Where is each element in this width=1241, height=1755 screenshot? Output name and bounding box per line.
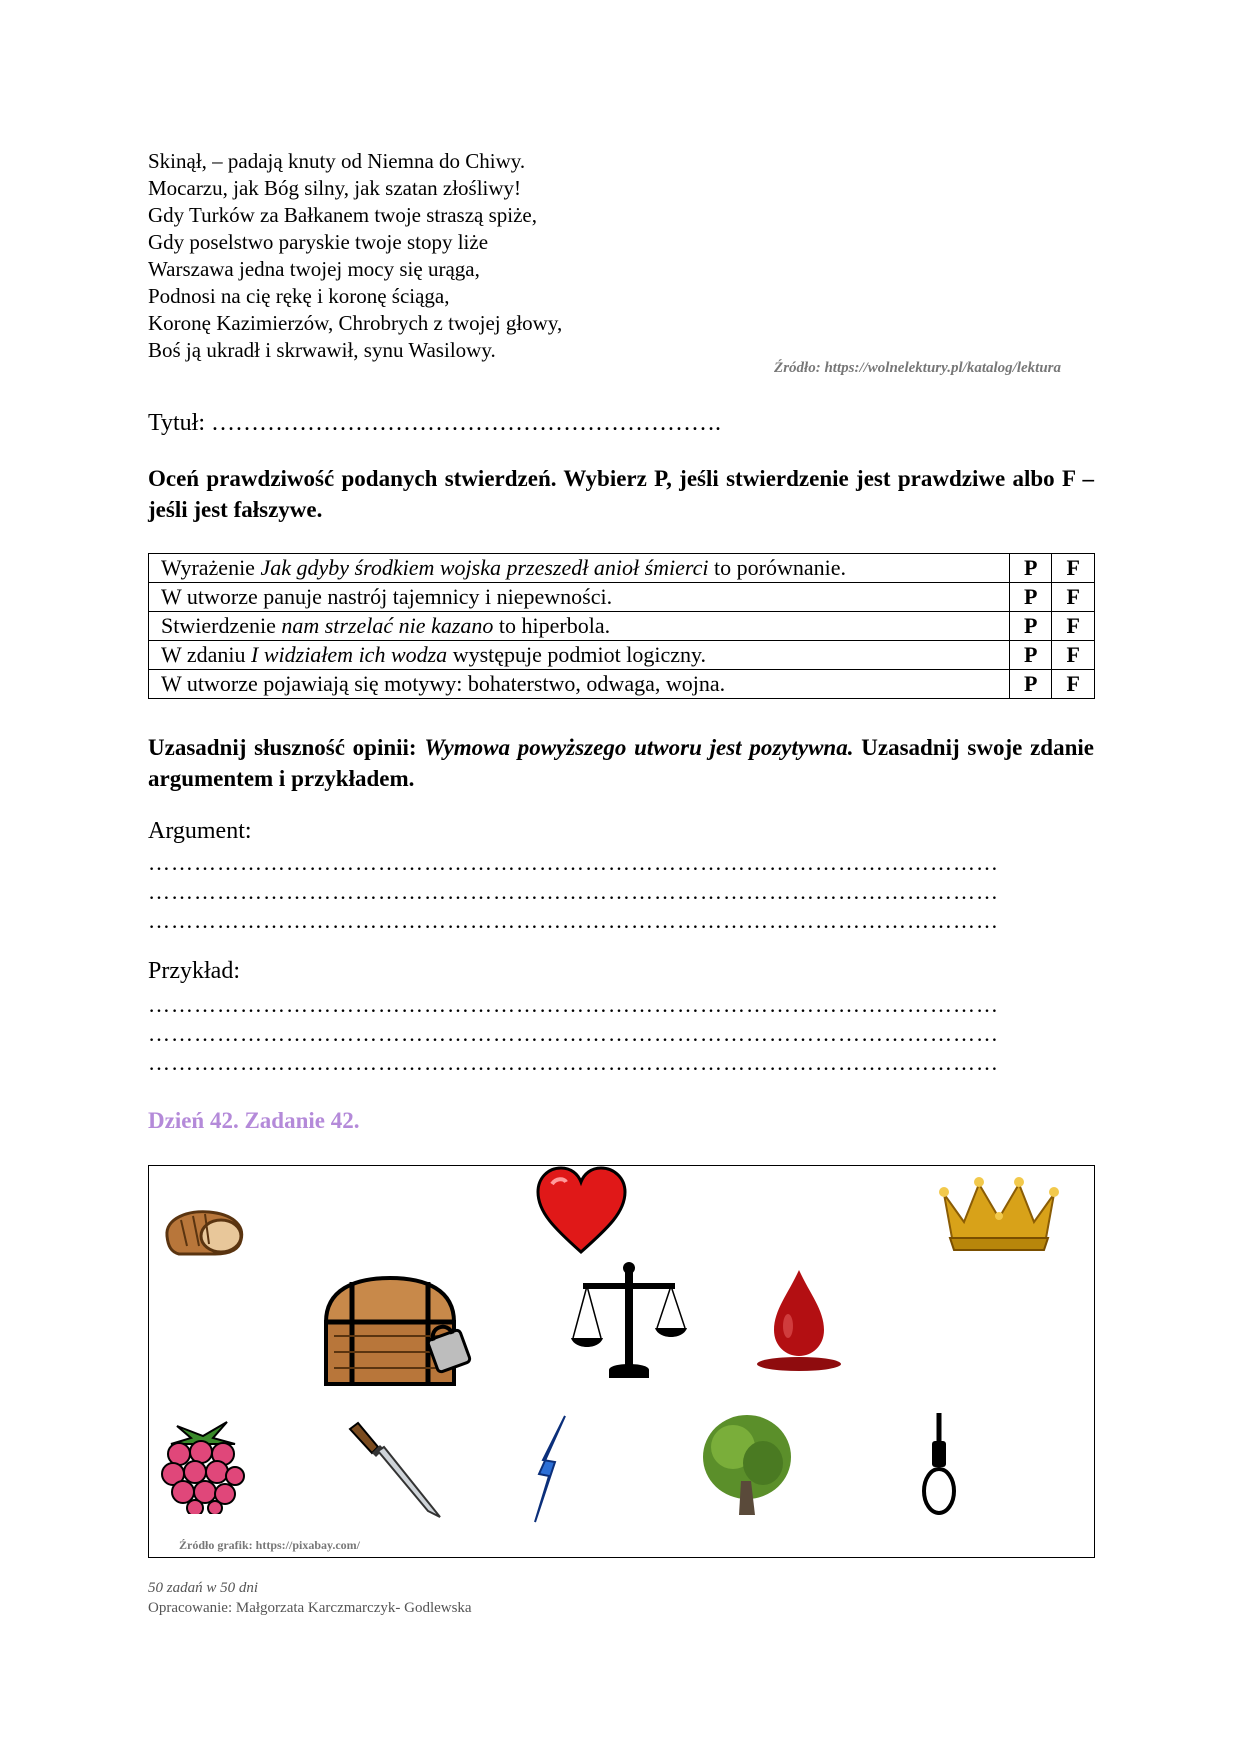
crown-icon (934, 1174, 1064, 1254)
footer-series: 50 zadań w 50 dni (148, 1580, 259, 1596)
option-true[interactable]: P (1009, 670, 1052, 699)
example-answer-line[interactable]: ………………………………………………………………………………………………… (148, 992, 999, 1017)
task1-instruction: Oceń prawdziwość podanych stwierdzeń. Wybierz P, jeśli stwierdzenie jest prawdziwe albo F – jeśli jest fałszywe. (148, 466, 1094, 522)
poem-line: Gdy poselstwo paryskie twoje stopy liże (148, 230, 489, 254)
lightning-icon (527, 1414, 577, 1524)
title-answer-dots[interactable]: ………………………………………………………. (211, 410, 721, 436)
image-source: Źródło grafik: https://pixabay.com/ (179, 1538, 361, 1552)
option-false[interactable]: F (1052, 641, 1095, 670)
title-field[interactable] (148, 410, 721, 437)
table-row (149, 612, 1095, 641)
statement-cell: Stwierdzenie nam strzelać nie kazano to hiperbola. (149, 612, 1010, 641)
option-true[interactable]: P (1009, 583, 1052, 612)
poem-line: Boś ją ukradł i skrwawił, synu Wasilowy. (148, 338, 496, 362)
poem-line: Skinął, – padają knuty od Niemna do Chiwy. (148, 149, 526, 173)
day-heading: Dzień 42. Zadanie 42. (148, 1108, 360, 1133)
scales-icon (569, 1258, 689, 1383)
option-false[interactable]: F (1052, 583, 1095, 612)
poem-line: Mocarzu, jak Bóg silny, jak szatan złośliwy! (148, 176, 522, 200)
poem-line: Gdy Turków za Bałkanem twoje straszą spiże, (148, 203, 538, 227)
poem-source: Źródło: https://wolnelektury.pl/katalog/lektura (774, 360, 1061, 376)
poem-line: Koronę Kazimierzów, Chrobrych z twojej głowy, (148, 311, 563, 335)
statement-cell: W utworze pojawiają się motywy: bohaterstwo, odwaga, wojna. (149, 670, 1010, 699)
example-label: Przykład: (148, 958, 240, 984)
statement-cell: Wyrażenie Jak gdyby środkiem wojska przeszedł anioł śmierci to porównanie. (149, 554, 1010, 583)
example-answer-line[interactable]: ………………………………………………………………………………………………… (148, 1021, 999, 1046)
argument-answer-line[interactable]: ………………………………………………………………………………………………… (148, 908, 999, 933)
poem-excerpt (148, 148, 848, 364)
option-true[interactable]: P (1009, 612, 1052, 641)
task2-instruction: Uzasadnij słuszność opinii: Wymowa powyższego utworu jest pozytywna. Uzasadnij swoje zdanie argumentem i przykładem. (148, 735, 1094, 791)
option-false[interactable]: F (1052, 612, 1095, 641)
argument-label: Argument: (148, 818, 252, 844)
option-false[interactable]: F (1052, 670, 1095, 699)
treasure-chest-icon (314, 1274, 474, 1389)
blood-drop-icon (754, 1266, 844, 1376)
option-false[interactable]: F (1052, 554, 1095, 583)
table-row (149, 583, 1095, 612)
raspberry-icon (157, 1414, 247, 1514)
symbols-image-box (148, 1165, 1095, 1558)
poem-line: Warszawa jedna twojej mocy się urąga, (148, 257, 480, 281)
heart-icon (534, 1166, 629, 1256)
title-label: Tytuł: (148, 410, 205, 436)
example-answer-line[interactable]: ………………………………………………………………………………………………… (148, 1050, 999, 1075)
willow-tree-icon (697, 1411, 797, 1521)
option-true[interactable]: P (1009, 554, 1052, 583)
table-row (149, 554, 1095, 583)
option-true[interactable]: P (1009, 641, 1052, 670)
footer-author: Opracowanie: Małgorzata Karczmarczyk- Godlewska (148, 1600, 472, 1616)
footer (148, 1578, 472, 1618)
statement-cell: W utworze panuje nastrój tajemnicy i niepewności. (149, 583, 1010, 612)
argument-answer-line[interactable]: ………………………………………………………………………………………………… (148, 879, 999, 904)
table-row (149, 641, 1095, 670)
table-row (149, 670, 1095, 699)
knife-icon (344, 1421, 444, 1521)
poem-line: Podnosi na cię rękę i koronę ściąga, (148, 284, 450, 308)
true-false-table (148, 553, 1095, 699)
argument-answer-line[interactable]: ………………………………………………………………………………………………… (148, 850, 999, 875)
noose-icon (914, 1411, 964, 1521)
statement-cell: W zdaniu I widziałem ich wodza występuje podmiot logiczny. (149, 641, 1010, 670)
bread-icon (159, 1206, 249, 1261)
